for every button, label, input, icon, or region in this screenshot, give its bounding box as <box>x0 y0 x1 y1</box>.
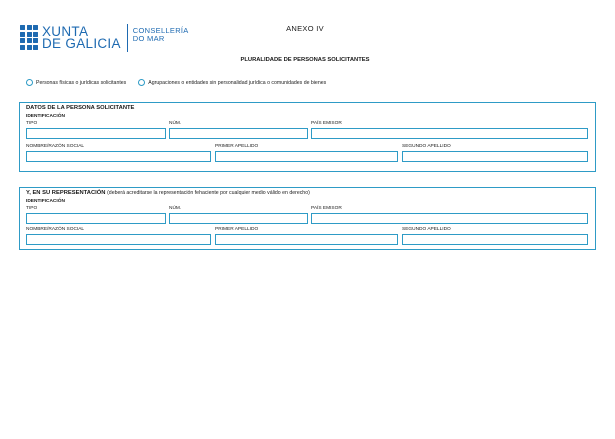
applicant-data-section <box>19 102 596 172</box>
second-surname-label: SEGUNDO APELLIDO <box>402 227 451 232</box>
option-individual-label: Personas físicas o jurídicas solicitantes <box>36 79 127 86</box>
first-surname-label: PRIMER APELLIDO <box>215 227 259 232</box>
issuing-country-label: PAÍS EMISOR <box>311 121 342 126</box>
name-label: NOMBRE/RAZÓN SOCIAL <box>26 227 85 232</box>
number-label: NÚM. <box>169 121 182 126</box>
number-field[interactable] <box>169 128 308 139</box>
name-label: NOMBRE/RAZÓN SOCIAL <box>26 144 85 149</box>
type-label: TIPO <box>26 206 38 211</box>
type-field[interactable] <box>26 213 166 224</box>
option-individual[interactable] <box>26 79 126 86</box>
annex-label: ANEXO IV <box>286 24 324 33</box>
second-surname-field[interactable] <box>402 151 588 162</box>
radio-individual[interactable] <box>26 79 33 86</box>
issuing-country-field[interactable] <box>311 128 588 139</box>
first-surname-field[interactable] <box>215 151 398 162</box>
radio-group[interactable] <box>138 79 145 86</box>
number-field[interactable] <box>169 213 308 224</box>
name-field[interactable] <box>26 151 211 162</box>
option-group-label: Agrupaciones o entidades sin personalidad jurídica o comunidades de bienes <box>148 79 327 86</box>
option-group[interactable] <box>138 79 326 86</box>
second-surname-label: SEGUNDO APELLIDO <box>402 144 451 149</box>
name-field[interactable] <box>26 234 211 245</box>
xunta-logo <box>20 24 189 52</box>
section-title: DATOS DE LA PERSONA SOLICITANTE <box>26 105 135 111</box>
representative-section <box>19 187 596 250</box>
second-surname-field[interactable] <box>402 234 588 245</box>
identification-heading: IDENTIFICACIÓN <box>26 199 65 204</box>
issuing-country-field[interactable] <box>311 213 588 224</box>
logo-divider <box>127 24 128 52</box>
representative-title: Y, EN SU REPRESENTACIÓN <box>26 190 106 196</box>
representation-note: (deberá acreditarse la representación fehaciente por cualquier medio válido en derecho) <box>107 190 310 196</box>
issuing-country-label: PAÍS EMISOR <box>311 206 342 211</box>
number-label: NÚM. <box>169 206 182 211</box>
applicant-type-options <box>26 79 326 86</box>
type-field[interactable] <box>26 128 166 139</box>
section-title <box>26 190 310 196</box>
identification-heading: IDENTIFICACIÓN <box>26 114 65 119</box>
document-title: PLURALIDADE DE PERSONAS SOLICITANTES <box>240 57 370 63</box>
xunta-wordmark: XUNTA DE GALICIA <box>42 23 121 51</box>
galicia-crest-icon <box>20 25 38 51</box>
first-surname-field[interactable] <box>215 234 398 245</box>
type-label: TIPO <box>26 121 38 126</box>
department-name: CONSELLERÍA DO MAR <box>132 25 189 43</box>
first-surname-label: PRIMER APELLIDO <box>215 144 259 149</box>
